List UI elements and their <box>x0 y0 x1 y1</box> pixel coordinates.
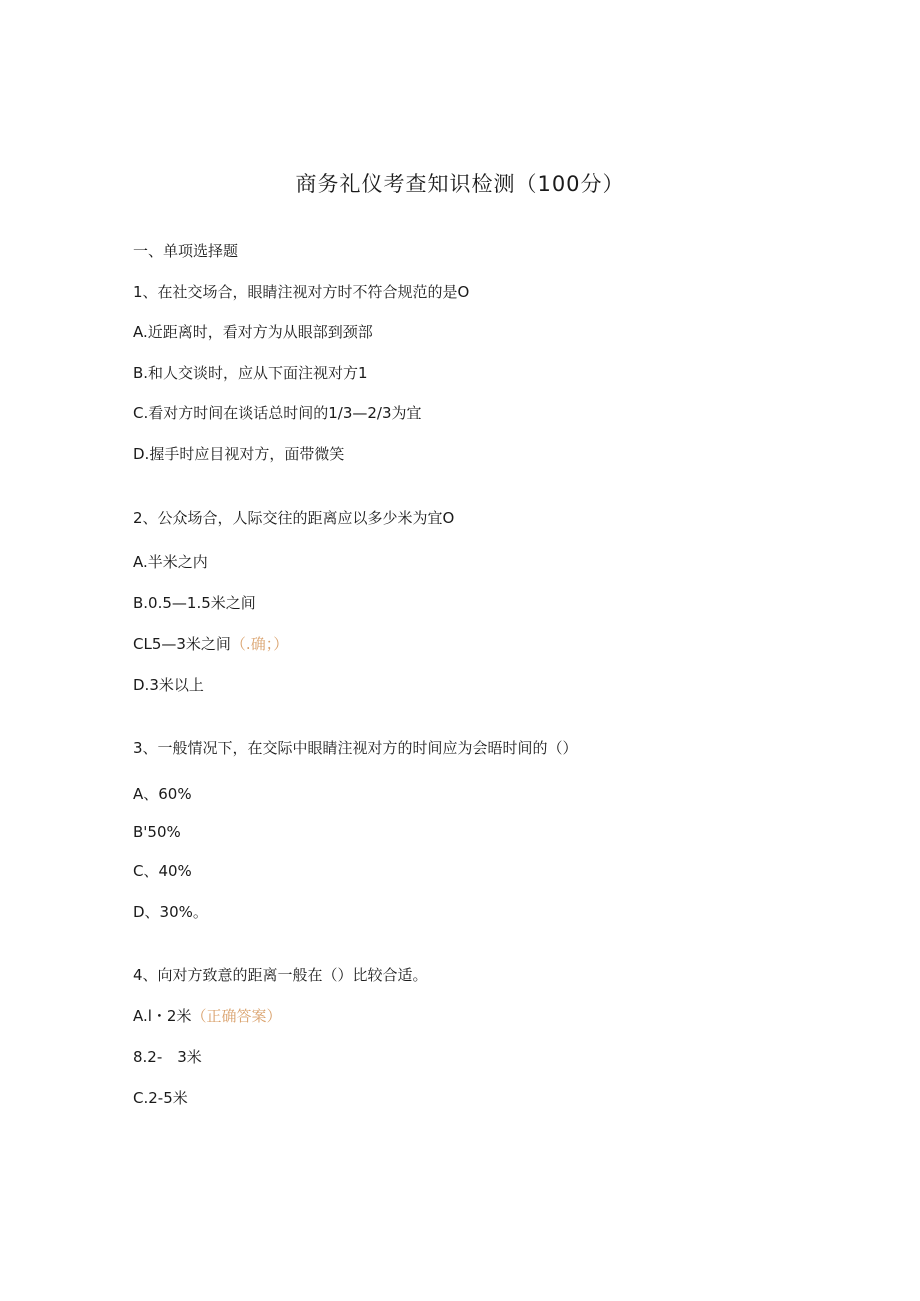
question-1-option-a <box>133 322 373 342</box>
option-text: A.半米之内 <box>133 553 208 571</box>
option-text: A.l・2米 <box>133 1007 192 1025</box>
option-text: C.看对方时间在谈话总时间的1/3—2/3为宜 <box>133 404 422 422</box>
option-text: D.3米以上 <box>133 676 204 694</box>
option-text: B.和人交谈时，应从下面注视对方1 <box>133 364 368 382</box>
question-3-option-a <box>133 784 192 804</box>
answer-mark: （.确；） <box>230 635 289 653</box>
question-1-stem: 1、在社交场合，眼睛注视对方时不符合规范的是O <box>133 283 470 301</box>
section-heading: 一、单项选择题 <box>133 242 239 260</box>
question-1-option-d <box>133 444 344 464</box>
question-4-stem: 4、向对方致意的距离一般在（）比较合适。 <box>133 966 428 984</box>
question-2-stem: 2、公众场合，人际交往的距离应以多少米为宜O <box>133 509 455 527</box>
option-text: D.握手时应目视对方，面带微笑 <box>133 445 345 463</box>
question-2-option-c <box>133 634 288 654</box>
option-text: CL5—3米之间 <box>133 635 231 653</box>
option-text: C.2-5米 <box>133 1089 188 1107</box>
answer-mark: （正确答案） <box>191 1007 282 1025</box>
question-3-option-c <box>133 861 192 881</box>
option-text: C、40% <box>133 862 192 880</box>
option-text: A.近距离时，看对方为从眼部到颈部 <box>133 323 373 341</box>
option-text: 8.2- 3米 <box>133 1048 202 1066</box>
question-1-option-b <box>133 363 368 383</box>
option-text: B'50% <box>133 823 181 841</box>
question-2-option-b <box>133 593 256 613</box>
question-3-option-b <box>133 822 181 842</box>
question-3-stem: 3、一般情况下，在交际中眼睛注视对方的时间应为会晤时间的（） <box>133 739 578 757</box>
question-4-option-b <box>133 1047 202 1067</box>
question-2-option-a <box>133 552 208 572</box>
question-2-option-d <box>133 675 204 695</box>
option-text: D、30%。 <box>133 903 208 921</box>
document-title: 商务礼仪考查知识检测（100分） <box>295 172 625 196</box>
option-text: B.0.5—1.5米之间 <box>133 594 256 612</box>
question-1-option-c <box>133 403 422 423</box>
question-4-option-c <box>133 1088 188 1108</box>
question-4-option-a <box>133 1006 282 1026</box>
question-3-option-d <box>133 902 208 922</box>
option-text: A、60% <box>133 785 192 803</box>
